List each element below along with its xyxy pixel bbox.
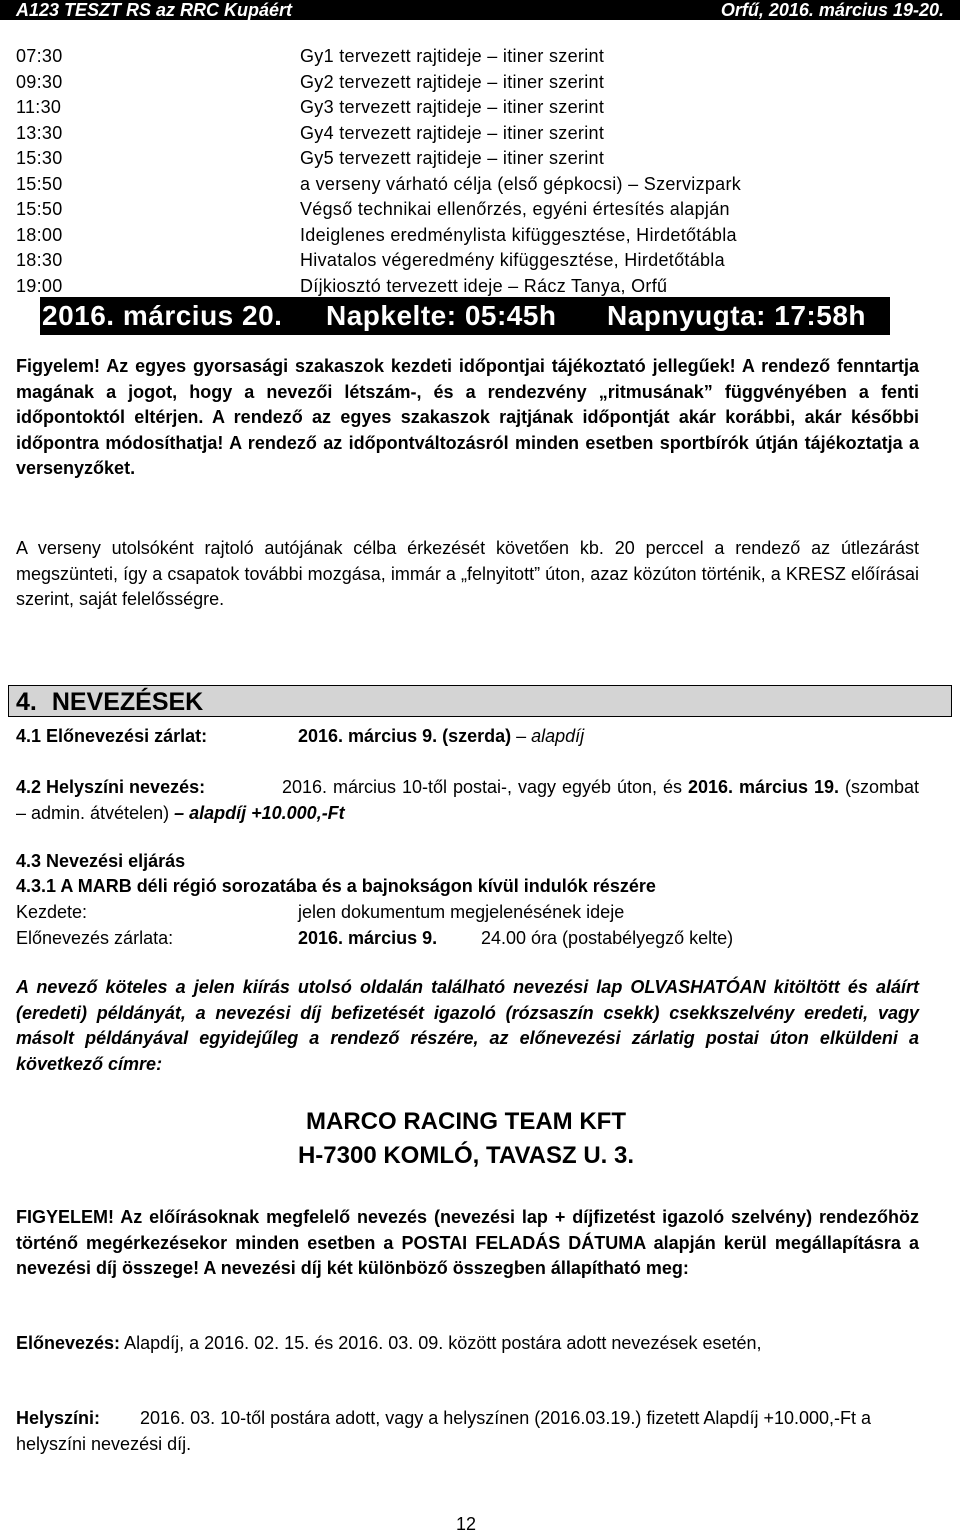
pre-entry-fee xyxy=(16,1331,919,1357)
mailing-instruction: A nevező köteles a jelen kiírás utolsó oldalán található nevezési lap OLVASHATÓAN kitöltött és aláírt (eredeti) példányát, a nevezési díj befizetését igazoló (rózsaszín csekk) csekkszelvény eredeti, vagy másolt példányával egyidejűleg a rendező részére, az előnevezési zárlatig postai úton elküldeni a következő címre: xyxy=(16,977,919,1074)
s41-dash: – xyxy=(511,726,532,746)
schedule-row xyxy=(16,274,936,300)
schedule-event: Díjkiosztó tervezett ideje – Rácz Tanya, Orfű xyxy=(300,275,668,296)
s42-text xyxy=(16,775,919,826)
schedule-event: Gy4 tervezett rajtideje – itiner szerint xyxy=(300,122,605,143)
schedule-row xyxy=(16,44,936,70)
schedule-row xyxy=(16,248,936,274)
address-line-2: H-7300 KOMLÓ, TAVASZ U. 3. xyxy=(297,1142,635,1169)
schedule-event: Gy2 tervezett rajtideje – itiner szerint xyxy=(300,71,605,92)
s41-fee: alapdíj xyxy=(531,726,585,746)
s43-label: 4.3 Nevezési eljárás xyxy=(16,851,186,871)
schedule-time: 15:30 xyxy=(16,148,63,168)
close-date: 2016. március 9. xyxy=(298,928,438,948)
sunset-time: Napnyugta: 17:58h xyxy=(607,300,866,331)
schedule-time: 15:50 xyxy=(16,173,63,194)
schedule-time: 09:30 xyxy=(16,71,63,92)
road-reopening-note: A verseny utolsóként rajtoló autójának célba érkezését követően kb. 20 perccel a rendező az útlezárást megszünteti, így a csapatok további mozgása, immár a „felnyitott” úton, azaz közúton történik, a KRESZ előírásai szerint, saját felelősségre. xyxy=(16,538,919,609)
pre-entry-label: Előnevezés: xyxy=(16,1333,121,1353)
s42-label: 4.2 Helyszíni nevezés: xyxy=(16,777,206,797)
schedule-time: 11:30 xyxy=(16,97,62,117)
onsite-label: Helyszíni: xyxy=(16,1408,101,1428)
fee-warning: FIGYELEM! Az előírásoknak megfelelő nevezés (nevezési lap + díjfizetést igazoló szelvény) rendezőhöz történő megérkezésekor minden esetben a POSTAI FELADÁS DÁTUMA alapján kerül megállapításra a nevezési díj összege! A nevezési díj két különböző összegben állapítható meg: xyxy=(16,1207,919,1278)
start-label: Kezdete: xyxy=(16,902,88,922)
start-value: jelen dokumentum megjelenésének ideje xyxy=(298,902,625,922)
schedule-time: 19:00 xyxy=(16,275,63,296)
section-title: NEVEZÉSEK xyxy=(51,688,204,716)
section-number: 4. xyxy=(16,688,37,716)
header-title: A123 TESZT RS az RRC Kupáért xyxy=(16,0,293,20)
s42-text1: 2016. március 10-től postai-, vagy egyéb úton, és xyxy=(282,777,688,797)
schedule-event: Hivatalos végeredmény kifüggesztése, Hirdetőtábla xyxy=(300,250,725,270)
schedule-row xyxy=(16,121,936,147)
s41-label: 4.1 Előnevezési zárlat: xyxy=(16,726,208,746)
address-line-1: MARCO RACING TEAM KFT xyxy=(306,1108,626,1135)
schedule-event: Gy5 tervezett rajtideje – itiner szerint xyxy=(300,148,605,168)
schedule-event: Gy1 tervezett rajtideje – itiner szerint xyxy=(300,46,605,66)
schedule-time: 18:00 xyxy=(16,224,63,245)
s42-text2: (szombat – admin. átvételen) xyxy=(16,777,919,823)
s431-label: 4.3.1 A MARB déli régió sorozatába és a bajnokságon kívül indulók részére xyxy=(16,876,656,896)
schedule-event: Végső technikai ellenőrzés, egyéni értesítés alapján xyxy=(300,199,730,219)
schedule-row xyxy=(16,172,936,198)
pre-entry-text: Alapdíj, a 2016. 02. 15. és 2016. 03. 09. között postára adott nevezések esetén, xyxy=(124,1333,762,1353)
s42-fee: – alapdíj +10.000,-Ft xyxy=(174,802,345,823)
s41-date: 2016. március 9. (szerda) xyxy=(298,726,512,746)
schedule-row xyxy=(16,197,936,223)
schedule-time: 13:30 xyxy=(16,122,63,143)
sun-date: 2016. március 20. xyxy=(42,300,283,331)
schedule-time: 07:30 xyxy=(16,46,63,66)
schedule-row xyxy=(16,223,936,249)
sun-times-banner xyxy=(40,297,890,335)
schedule-list xyxy=(16,44,936,299)
schedule-row xyxy=(16,70,936,96)
s42-date: 2016. március 19. xyxy=(687,777,839,797)
schedule-time: 18:30 xyxy=(16,250,63,270)
schedule-row xyxy=(16,95,936,121)
schedule-event: Ideiglenes eredménylista kifüggesztése, Hirdetőtábla xyxy=(300,224,737,245)
close-time: 24.00 óra (postabélyegző kelte) xyxy=(481,928,734,948)
close-label: Előnevezés zárlata: xyxy=(16,928,174,948)
schedule-event: Gy3 tervezett rajtideje – itiner szerint xyxy=(300,97,605,117)
schedule-notice: Figyelem! Az egyes gyorsasági szakaszok kezdeti időpontjai tájékoztató jellegűek! A rendező fenntartja magának a jogot, hogy a nevezői létszám-, és a rendezvény „ritmusának” függvényében a fenti időpontoktól eltérjen. A rendező az egyes szakaszok rajtjának időpontját akár korábbi, akár későbbi időpontra módosíthatja! A rendező az időpontváltozásról minden esetben sportbírók útján tájékoztatja a versenyzőket. xyxy=(16,356,919,478)
schedule-row xyxy=(16,146,936,172)
schedule-event: a verseny várható célja (első gépkocsi) – Szervizpark xyxy=(300,173,742,194)
page-number: 12 xyxy=(455,1514,477,1534)
s41-value xyxy=(298,724,584,748)
header-location-date: Orfű, 2016. március 19-20. xyxy=(720,0,944,20)
section-heading xyxy=(16,686,203,718)
page-header xyxy=(0,0,960,20)
sunrise-time: Napkelte: 05:45h xyxy=(326,300,557,331)
schedule-time: 15:50 xyxy=(16,199,63,219)
onsite-text: 2016. 03. 10-től postára adott, vagy a helyszínen (2016.03.19.) fizetett Alapdíj +10.000,-Ft a helyszíni nevezési díj. xyxy=(16,1408,872,1454)
onsite-entry-fee xyxy=(16,1406,919,1457)
